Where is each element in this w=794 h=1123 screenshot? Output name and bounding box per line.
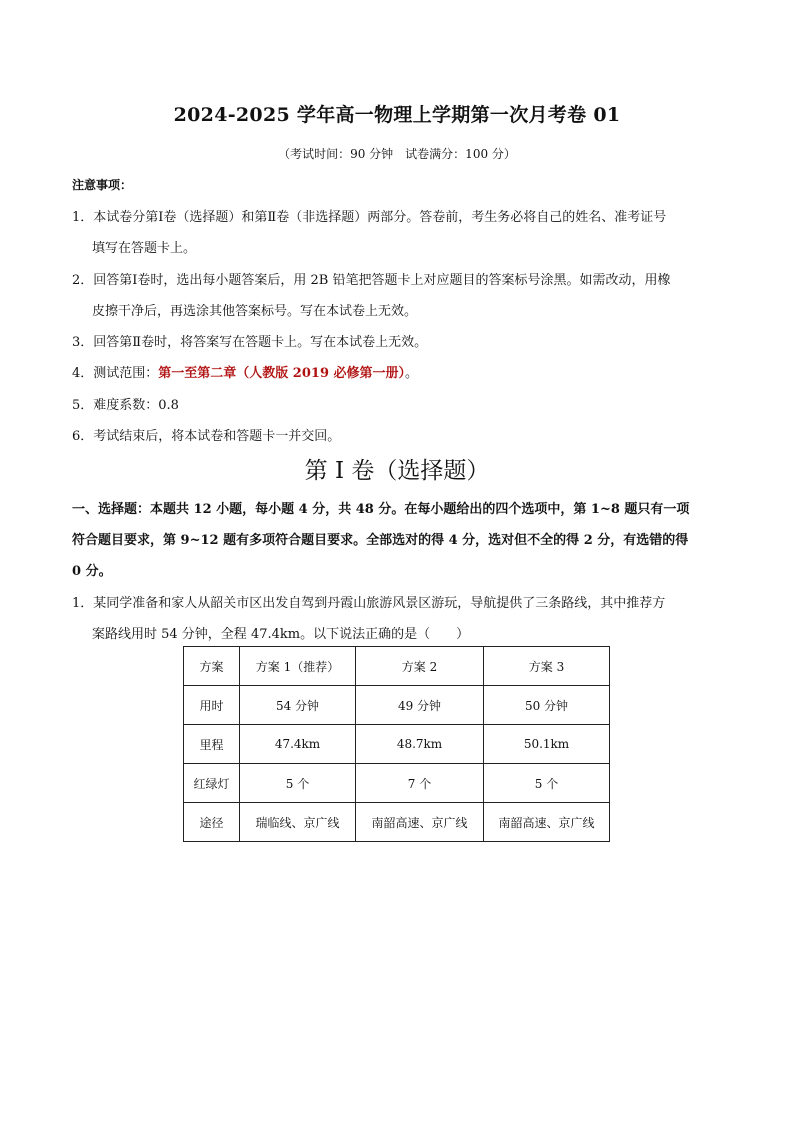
notice-item-1: 1．本试卷分第Ⅰ卷（选择题）和第Ⅱ卷（非选择题）两部分。答卷前，考生务必将自己的姓名、准考证号 [72,210,667,225]
notice-item-6: 6．考试结束后，将本试卷和答题卡一并交回。 [72,429,341,444]
notice-item-4-prefix: 4．测试范围： [72,366,159,381]
exam-title: 2024-2025 学年高一物理上学期第一次月考卷 01 [173,104,621,126]
table-cell: 5 个 [484,764,610,803]
table-cell: 方案 2 [356,647,484,686]
table-cell: 红绿灯 [184,764,240,803]
test-range: 第一至第二章（人教版 2019 必修第一册） [158,366,406,381]
table-cell: 瑞临线、京广线 [240,803,356,842]
table-cell: 方案 3 [484,647,610,686]
table-cell: 方案 1（推荐） [240,647,356,686]
exam-subtitle: （考试时间：90 分钟 试卷满分：100 分） [278,147,516,161]
question-1-line-1: 1．某同学准备和家人从韶关市区出发自驾到丹霞山旅游风景区游玩，导航提供了三条路线，其中推荐方 [72,596,666,611]
notice-item-2-cont: 皮擦干净后，再选涂其他答案标号。写在本试卷上无效。 [92,304,418,319]
table-row [184,647,610,686]
section-intro-line-2: 符合题目要求，第 9~12 题有多项符合题目要求。全部选对的得 4 分，选对但不全的得 2 分，有选错的得 [72,533,689,548]
section-intro-line-3: 0 分。 [72,564,112,579]
table-cell: 5 个 [240,764,356,803]
section-title: 第 I 卷（选择题） [304,458,490,484]
table-row [184,686,610,725]
table-row [184,764,610,803]
notice-item-2: 2．回答第Ⅰ卷时，选出每小题答案后，用 2B 铅笔把答题卡上对应题目的答案标号涂黑。如需改动，用橡 [72,273,671,288]
table-row [184,725,610,764]
table-cell: 50 分钟 [484,686,610,725]
notice-item-4-suffix: 。 [405,366,419,381]
table-row [184,803,610,842]
notice-item-5: 5．难度系数：0.8 [72,398,179,413]
table-cell: 南韶高速、京广线 [356,803,484,842]
notice-item-1-cont: 填写在答题卡上。 [92,241,197,256]
notice-item-3: 3．回答第Ⅱ卷时，将答案写在答题卡上。写在本试卷上无效。 [72,335,428,350]
notice-heading: 注意事项： [72,178,133,192]
table-cell: 方案 [184,647,240,686]
table-cell: 54 分钟 [240,686,356,725]
section-intro-line-1: 一、选择题：本题共 12 小题，每小题 4 分，共 48 分。在每小题给出的四个选项中，第 1~8 题只有一项 [72,502,690,517]
table-cell: 50.1km [484,725,610,764]
table-cell: 49 分钟 [356,686,484,725]
table-cell: 48.7km [356,725,484,764]
table-cell: 7 个 [356,764,484,803]
route-table [183,646,610,842]
table-cell: 里程 [184,725,240,764]
table-cell: 途径 [184,803,240,842]
question-1-line-2: 案路线用时 54 分钟，全程 47.4km。以下说法正确的是（ ） [92,627,470,642]
notice-item-4 [72,362,418,381]
table-cell: 用时 [184,686,240,725]
table-cell: 47.4km [240,725,356,764]
table-cell: 南韶高速、京广线 [484,803,610,842]
